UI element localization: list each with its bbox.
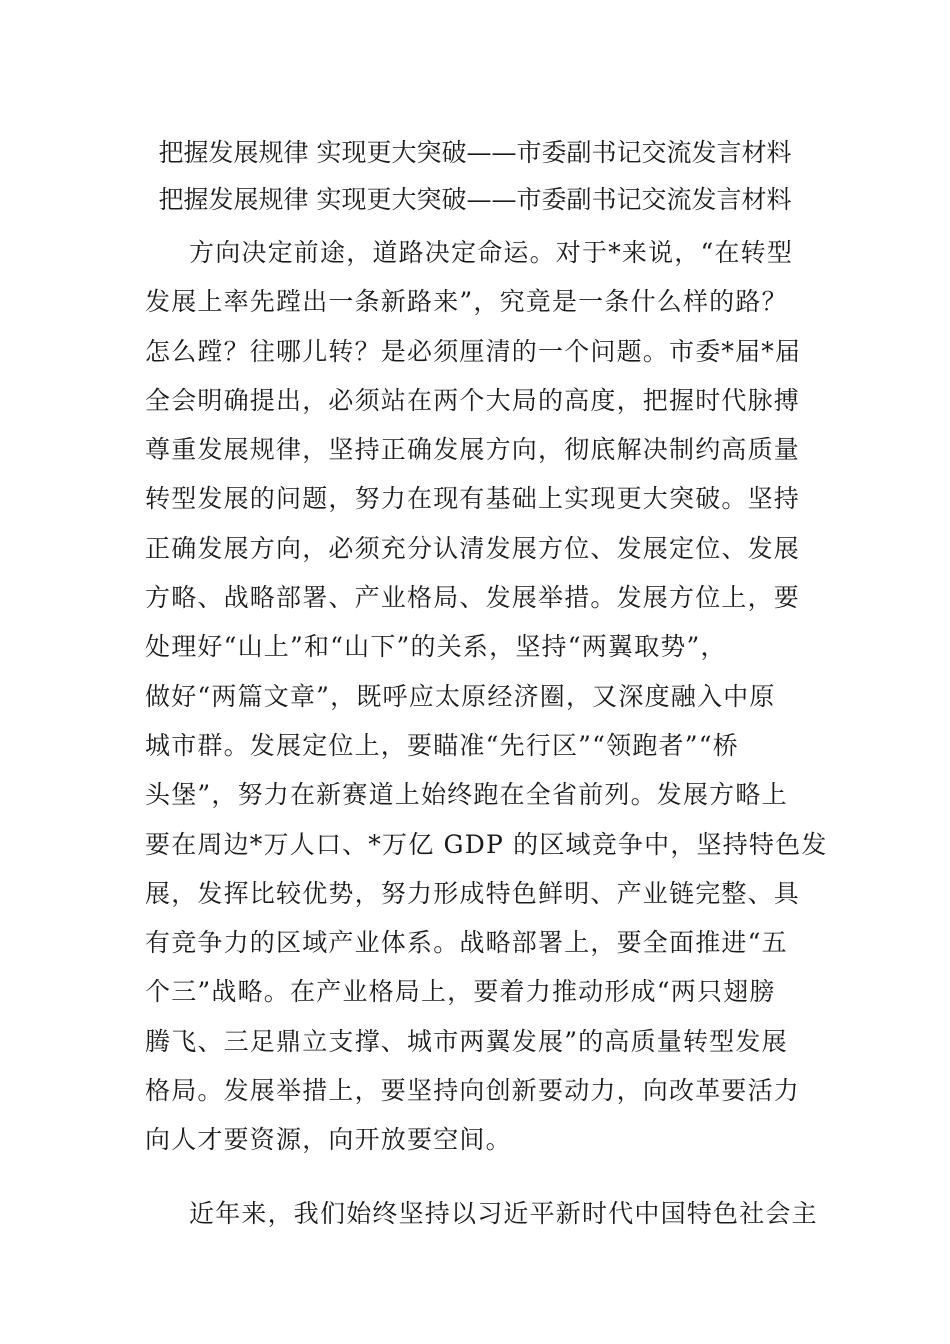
text-line: 个三”战略。在产业格局上，要着力推动形成“两只翅膀 — [145, 977, 776, 1007]
text-line: 正确发展方向，必须充分认清发展方位、发展定位、发展 — [145, 533, 801, 563]
text-line: 格局。发展举措上，要坚持向创新要动力，向改革要活力 — [145, 1076, 801, 1106]
text-line: 方略、战略部署、产业格局、发展举措。发展方位上，要 — [145, 583, 801, 613]
text-line: 有竞争力的区域产业体系。战略部署上，要全面推进“五 — [145, 928, 788, 958]
text-line: 头堡”，努力在新赛道上始终跑在全省前列。发展方略上 — [145, 780, 788, 810]
text-line: 转型发展的问题，努力在现有基础上实现更大突破。坚持 — [145, 484, 801, 514]
document-body — [145, 228, 828, 1238]
text-line: 方向决定前途，道路决定命运。对于*来说，“在转型 — [189, 238, 794, 267]
paragraph-1 — [145, 228, 828, 1165]
text-line: 怎么蹚？往哪儿转？是必须厘清的一个问题。市委*届*届 — [145, 336, 802, 366]
text-line: 处理好“山上”和“山下”的关系，坚持“两翼取势”， — [145, 632, 727, 662]
text-line: 腾飞、三足鼎立支撑、城市两翼发展”的高质量转型发展 — [145, 1026, 788, 1056]
text-line: 尊重发展规律，坚持正确发展方向，彻底解决制约高质量 — [145, 435, 801, 465]
text-line: 做好“两篇文章”，既呼应太原经济圈，又深度融入中原 — [145, 681, 776, 711]
text-line: 发展上率先蹚出一条新路来”，究竟是一条什么样的路？ — [145, 287, 788, 317]
text-line: 全会明确提出，必须站在两个大局的高度，把握时代脉搏 — [145, 385, 801, 415]
text-line: 展，发挥比较优势，努力形成特色鲜明、产业链完整、具 — [145, 878, 801, 908]
document-title: 把握发展规律 实现更大突破——市委副书记交流发言材料 — [158, 138, 792, 167]
document-title-repeat: 把握发展规律 实现更大突破——市委副书记交流发言材料 — [158, 185, 792, 214]
text-line: 近年来，我们始终坚持以习近平新时代中国特色社会主 — [189, 1198, 818, 1228]
paragraph-2 — [145, 1189, 818, 1238]
text-line: 城市群。发展定位上，要瞄准“先行区”“领跑者”“桥 — [145, 730, 739, 760]
text-line: 要在周边*万人口、*万亿 GDP 的区域竞争中，坚持特色发 — [145, 829, 828, 859]
text-line: 向人才要资源，向开放要空间。 — [145, 1125, 512, 1155]
paragraph-spacer — [145, 1165, 810, 1189]
